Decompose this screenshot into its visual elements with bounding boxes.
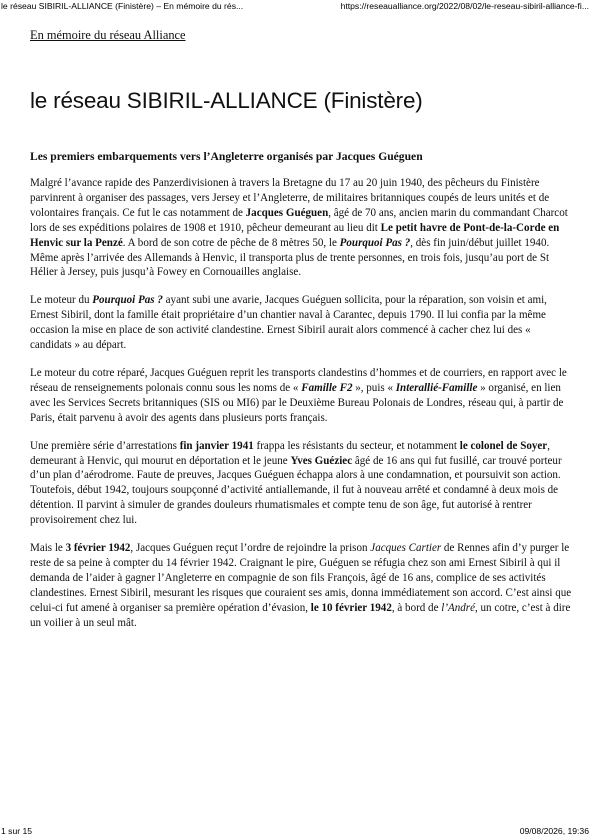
text: Mais le xyxy=(30,542,66,555)
text: , un cotre, c’est à dire un voilier à un seul mât. xyxy=(30,601,571,629)
name-jacques-gueguen: Jacques Guéguen xyxy=(245,206,329,219)
name-yves-gueziec: Yves Guéziec xyxy=(290,454,353,467)
place-pont-de-la-corde: Le petit havre de Pont-de-la-Corde en Henvic sur la Penzé xyxy=(30,221,560,249)
text: », puis « xyxy=(352,381,396,394)
text: Une première série d’arrestations xyxy=(30,439,180,452)
text: frappa les résistants du secteur, et notamment xyxy=(253,439,460,452)
boat-pourquoi-pas: Pourquoi Pas ? xyxy=(339,236,411,249)
text: . A bord de son cotre de pêche de 8 mètres 50, le xyxy=(122,236,340,249)
text: de Rennes afin d’y purger le reste de sa peine à compter du 14 février 1942. Craignant le pire, Guéguen se réfugia chez son ami Ernest Sibiril à qui il demanda de l’aider à gagner l’Angleterre en compagnie de son fils François, âgé de 16 ans, complice de ses activités clandestines. Ernest Sibiril, mesurant les risques que couraient ses amis, donna immédiatement son accord. C’est ainsi que celui-ci fut amené à organiser sa première opération d’évasion, xyxy=(30,542,572,614)
boat-pourquoi-pas: Pourquoi Pas ? xyxy=(92,294,163,307)
print-datetime: 09/08/2026, 19:36 xyxy=(519,826,589,836)
page-title: le réseau SIBIRIL-ALLIANCE (Finistère) xyxy=(30,88,423,113)
article-body xyxy=(30,149,575,643)
print-header-url: https://reseaualliance.org/2022/08/02/le-reseau-sibiril-alliance-fi... xyxy=(340,1,589,11)
text: , Jacques Guéguen reçut l’ordre de rejoindre la prison xyxy=(130,542,371,555)
page-counter: 1 sur 15 xyxy=(1,826,33,836)
site-name-link[interactable]: En mémoire du réseau Alliance xyxy=(30,28,186,42)
paragraph-3 xyxy=(30,366,575,426)
paragraph-2 xyxy=(30,293,575,353)
paragraph-4 xyxy=(30,439,575,528)
date-fin-janvier-1941: fin janvier 1941 xyxy=(179,439,254,452)
text: , âgé de 70 ans, ancien marin du commandant Charcot lors de ses expéditions polaires de 1908 et 1910, pêcheur demeurant au lieu dit xyxy=(30,206,568,234)
text: Le moteur du cotre réparé, Jacques Guéguen reprit les transports clandestins d’hommes et de courriers, en rapport avec le réseau de renseignements polonais connu sous les noms de « xyxy=(30,366,567,394)
date-3-fevrier-1942: 3 février 1942 xyxy=(65,542,131,555)
network-interallie: Interallié-Famille xyxy=(395,381,478,394)
name-colonel-de-soyer: le colonel de Soyer xyxy=(459,439,548,452)
boat-landre: l’André xyxy=(441,601,475,614)
network-famille-f2: Famille F2 xyxy=(301,381,353,394)
text: âgé de 16 ans qui fut fusillé, car trouvé porteur d’un plan d’aérodrome. Faute de preuves, Jacques Guéguen échappa alors à une condamnation, et poursuivit son action. Toutefois, début 1942, toujours soupçonné d’activité antiallemande, il fut à nouveau arrêté et condamné à deux mois de détention. Il parvint à simuler de grandes douleurs rhumatismales et compte tenu de son âge, fut autorisé à rentrer provisoirement chez lui. xyxy=(30,454,562,527)
text: » organisé, en lien avec les Services Secrets britanniques (SIS ou MI6) par le Deuxième Bureau Polonais de Londres, réseau qui, à partir de Paris, était parvenu à avoir des agents dans plusieurs ports français. xyxy=(30,381,564,424)
paragraph-5 xyxy=(30,541,575,630)
date-10-fevrier-1942: le 10 février 1942 xyxy=(310,601,392,614)
text: Le moteur du xyxy=(30,294,93,307)
print-header-title: le réseau SIBIRIL-ALLIANCE (Finistère) – En mémoire du rés... xyxy=(1,1,244,11)
text: , dès fin juin/début juillet 1940. Même après l’arrivée des Allemands à Henvic, il transporta plus de trente personnes, en trois fois, jusqu’au port de St Hélier à Jersey, puis jusqu’à Fowey en Cornouailles anglaise. xyxy=(30,236,550,279)
paragraph-1 xyxy=(30,176,575,280)
prison-jacques-cartier: Jacques Cartier xyxy=(370,542,442,555)
article-subtitle: Les premiers embarquements vers l’Angleterre organisés par Jacques Guéguen xyxy=(30,150,423,163)
text: , à bord de xyxy=(391,601,442,614)
text: ayant subi une avarie, Jacques Guéguen sollicita, pour la réparation, son voisin et ami, Ernest Sibiril, dont la famille était propriétaire d’un chantier naval à Carantec, depuis 1790. Il lui confia par la même occasion la mise en place de son activité clandestine. Ernest Sibiril aurait alors commencé à cacher chez lui des « candidats » au départ. xyxy=(30,294,547,352)
text: Malgré l’avance rapide des Panzerdivisionen à travers la Bretagne du 17 au 20 juin 1940, des pêcheurs du Finistère parvinrent à organiser des passages, vers Jersey et l’Angleterre, de militaires britanniques coupés de leurs unités et de volontaires français. Ce fut le cas notamment de xyxy=(30,177,550,219)
text: , demeurant à Henvic, qui mourut en déportation et le jeune xyxy=(30,439,550,467)
